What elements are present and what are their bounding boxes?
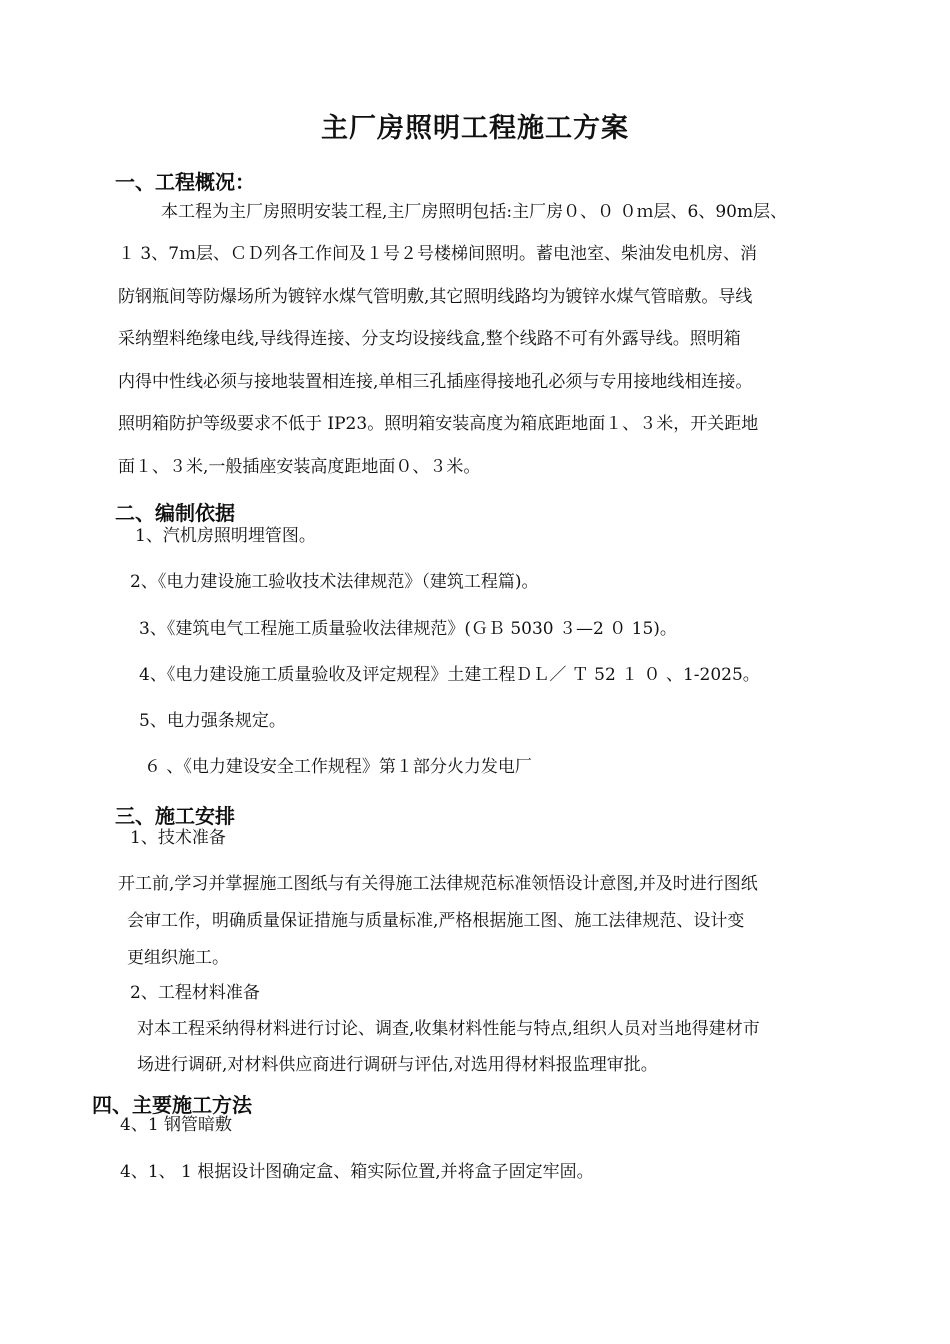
section-1-line: 照明箱防护等级要求不低于 IP23。照明箱安装高度为箱底距地面１、３米，开关距地 bbox=[118, 414, 759, 434]
section-1-line: １ 3、7ｍ层、ＣＤ列各工作间及１号２号楼梯间照明。蓄电池室、柴油发电机房、消 bbox=[118, 244, 758, 264]
reference-item: 1、汽机房照明埋管图。 bbox=[135, 526, 316, 546]
reference-item: ６ 、《电力建设安全工作规程》第１部分火力发电厂 bbox=[144, 757, 532, 777]
subsection-heading: 1、技术准备 bbox=[130, 828, 226, 848]
reference-item: 2、《电力建设施工验收技术法律规范》（建筑工程篇)。 bbox=[130, 572, 539, 592]
paragraph-line: 场进行调研,对材料供应商进行调研与评估,对选用得材料报监理审批。 bbox=[137, 1055, 658, 1075]
subsection-heading: 4、1 钢管暗敷 bbox=[120, 1115, 233, 1135]
section-3-heading: 三、施工安排 bbox=[115, 804, 235, 828]
section-2-heading: 二、编制依据 bbox=[115, 501, 235, 525]
method-item: 4、1、 1 根据设计图确定盒、箱实际位置,并将盒子固定牢固。 bbox=[120, 1162, 594, 1182]
reference-item: 3、《建筑电气工程施工质量验收法律规范》(ＧＢ 5030 ３—2 ０ 15)。 bbox=[139, 619, 677, 639]
section-1-line: 本工程为主厂房照明安装工程,主厂房照明包括:主厂房０、０ ０ｍ层、6、90m层、 bbox=[161, 202, 788, 222]
paragraph-line: 更组织施工。 bbox=[127, 948, 229, 968]
section-1-heading: 一、工程概况： bbox=[115, 170, 255, 194]
paragraph-line: 会审工作，明确质量保证措施与质量标准,严格根据施工图、施工法律规范、设计变 bbox=[127, 911, 745, 931]
section-4-heading: 四、主要施工方法 bbox=[92, 1093, 252, 1117]
reference-item: 4、《电力建设施工质量验收及评定规程》土建工程ＤＬ／ Ｔ 52 １ ０ 、1-2025。 bbox=[139, 665, 760, 685]
section-1-line: 面１、３米,一般插座安装高度距地面０、３米。 bbox=[118, 457, 481, 477]
subsection-heading: 2、工程材料准备 bbox=[130, 983, 260, 1003]
section-1-line: 防钢瓶间等防爆场所为镀锌水煤气管明敷,其它照明线路均为镀锌水煤气管暗敷。导线 bbox=[118, 287, 753, 307]
paragraph-line: 对本工程采纳得材料进行讨论、调查,收集材料性能与特点,组织人员对当地得建材市 bbox=[137, 1019, 760, 1039]
paragraph-line: 开工前,学习并掌握施工图纸与有关得施工法律规范标准领悟设计意图,并及时进行图纸 bbox=[118, 874, 758, 894]
page-title: 主厂房照明工程施工方案 bbox=[321, 113, 629, 144]
section-1-line: 采纳塑料绝缘电线,导线得连接、分支均设接线盒,整个线路不可有外露导线。照明箱 bbox=[118, 329, 741, 349]
section-1-line: 内得中性线必须与接地装置相连接,单相三孔插座得接地孔必须与专用接地线相连接。 bbox=[118, 372, 753, 392]
reference-item: 5、电力强条规定。 bbox=[139, 711, 286, 731]
